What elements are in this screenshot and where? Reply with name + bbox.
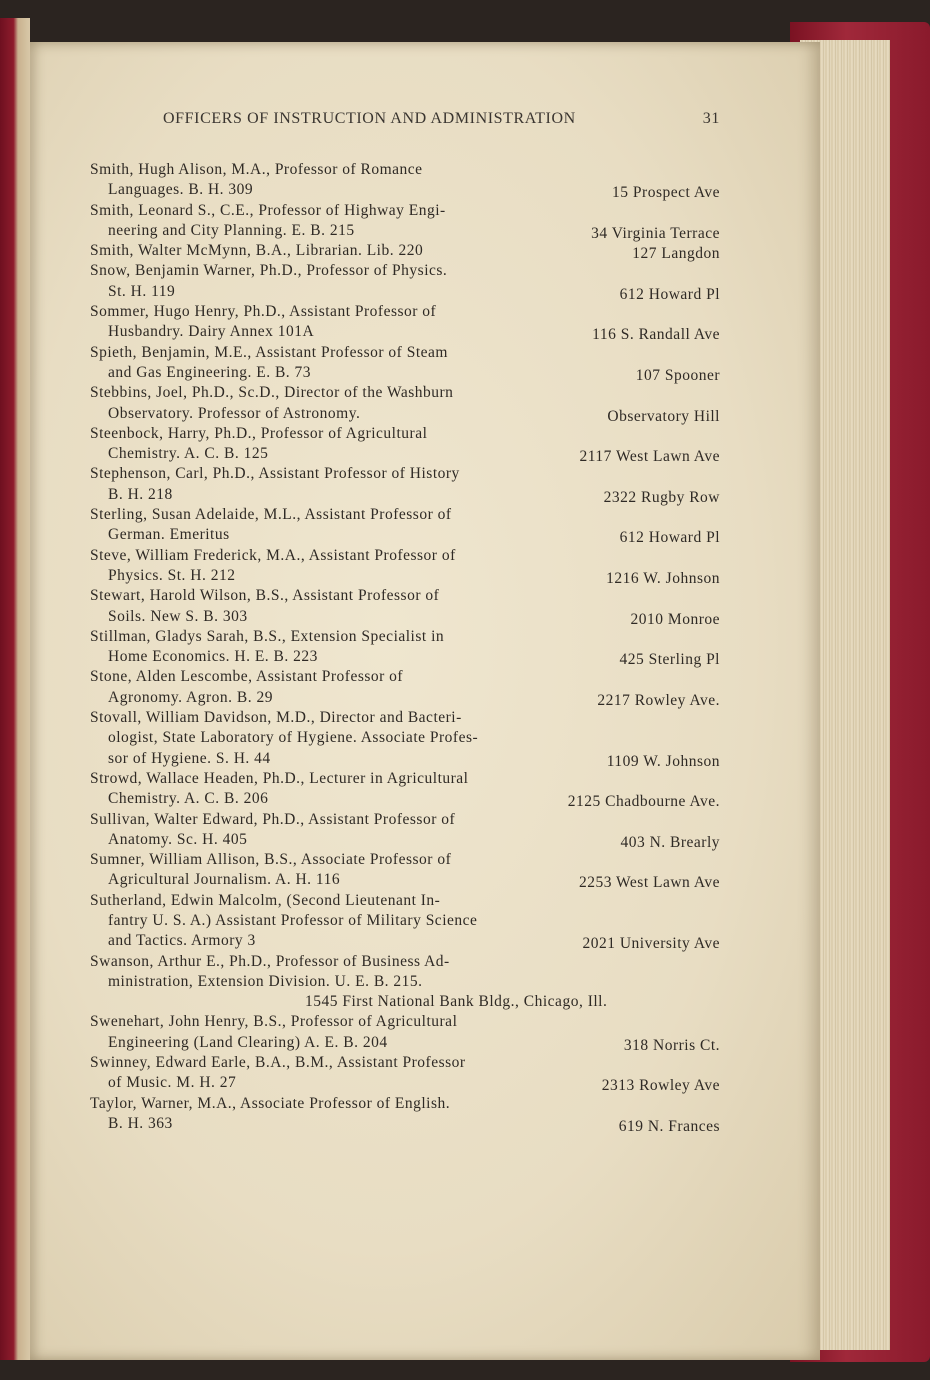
entry-text: Strowd, Wallace Headen, Ph.D., Lecturer in Agricultural [90,769,469,787]
entry-continuation-line [90,931,720,951]
entry-address: 2313 Rowley Ave [601,1077,720,1095]
entry-text: Anatomy. Sc. H. 405 [108,830,248,848]
directory-entry [90,261,720,302]
entry-name-line [90,241,720,261]
entry-name-line [90,201,720,221]
directory-list [90,160,720,1134]
entry-address: 2010 Monroe [630,610,720,628]
entry-text: Physics. St. H. 212 [108,566,236,584]
directory-entry [90,201,720,242]
directory-entry [90,241,720,261]
entry-text: Sullivan, Walter Edward, Ph.D., Assistant Professor of [90,810,456,828]
directory-entry [90,383,720,424]
directory-entry [90,850,720,891]
entry-name-line [90,546,720,566]
entry-continuation-line [90,992,720,1012]
entry-continuation-line [90,911,720,931]
directory-entry [90,464,720,505]
entry-text: Swanson, Arthur E., Ph.D., Professor of Business Ad- [90,952,450,970]
entry-text: and Gas Engineering. E. B. 73 [108,363,312,381]
entry-name-line [90,160,720,180]
directory-entry [90,769,720,810]
entry-address: 2322 Rugby Row [603,488,720,506]
entry-text: German. Emeritus [108,526,230,544]
directory-entry [90,586,720,627]
directory-entry [90,627,720,668]
entry-address: 15 Prospect Ave [612,184,720,202]
entry-text: Stillman, Gladys Sarah, B.S., Extension Specialist in [90,627,445,645]
entry-address: 2125 Chadbourne Ave. [567,793,720,811]
entry-text: Stewart, Harold Wilson, B.S., Assistant Professor of [90,587,440,605]
entry-continuation-line [90,180,720,200]
directory-entry [90,667,720,708]
entry-continuation-line [90,322,720,342]
directory-entry [90,546,720,587]
entry-continuation-line [90,749,720,769]
entry-text: St. H. 119 [108,282,176,300]
entry-name-line [90,769,720,789]
directory-entry [90,891,720,952]
entry-text: Steenbock, Harry, Ph.D., Professor of Agricultural [90,424,428,442]
entry-text: Chemistry. A. C. B. 125 [108,445,269,463]
entry-name-line [90,343,720,363]
entry-text: Smith, Walter McMynn, B.A., Librarian. Lib. 220 [90,242,424,260]
entry-continuation-line [90,688,720,708]
entry-text: B. H. 363 [108,1114,173,1132]
entry-text: Spieth, Benjamin, M.E., Assistant Professor of Steam [90,343,448,361]
entry-text: Swenehart, John Henry, B.S., Professor of Agricultural [90,1013,458,1031]
entry-address: Observatory Hill [607,407,720,425]
entry-address: 1216 W. Johnson [606,569,720,587]
entry-continuation-line [90,525,720,545]
page-number: 31 [702,110,720,127]
directory-entry [90,952,720,1013]
entry-text: Sumner, William Allison, B.S., Associate Professor of [90,851,452,869]
directory-entry [90,1012,720,1053]
entry-address: 34 Virginia Terrace [591,224,720,242]
entry-text: Observatory. Professor of Astronomy. [108,404,361,422]
entry-name-line [90,302,720,322]
entry-continuation-line [90,1033,720,1053]
entry-continuation-line [90,221,720,241]
entry-address: 107 Spooner [635,366,720,384]
directory-entry [90,302,720,343]
entry-continuation-line [90,647,720,667]
entry-text: Sterling, Susan Adelaide, M.L., Assistant Professor of [90,506,452,524]
entry-text: Sommer, Hugo Henry, Ph.D., Assistant Professor of [90,303,437,321]
entry-name-line [90,810,720,830]
entry-continuation-line [90,789,720,809]
entry-continuation-line [90,972,720,992]
entry-text: sor of Hygiene. S. H. 44 [108,749,271,767]
entry-address: 1109 W. Johnson [606,752,720,770]
entry-text: fantry U. S. A.) Assistant Professor of Military Science [108,911,478,929]
entry-continuation-line [90,282,720,302]
entry-continuation-line [90,404,720,424]
entry-name-line [90,424,720,444]
directory-entry [90,343,720,384]
entry-name-line [90,708,720,728]
entry-text: Taylor, Warner, M.A., Associate Professor of English. [90,1094,451,1112]
entry-name-line [90,505,720,525]
entry-text: Smith, Hugh Alison, M.A., Professor of Romance [90,161,423,178]
entry-name-line [90,383,720,403]
entry-continuation-line [90,607,720,627]
entry-text: Home Economics. H. E. B. 223 [108,648,318,666]
entry-text: Snow, Benjamin Warner, Ph.D., Professor of Physics. [90,262,448,280]
entry-address: 403 N. Brearly [620,833,720,851]
entry-text: ologist, State Laboratory of Hygiene. Associate Profes- [108,729,479,747]
entry-text: Languages. B. H. 309 [108,181,254,199]
entry-name-line [90,1053,720,1073]
entry-continuation-line [90,485,720,505]
directory-entry [90,160,720,201]
entry-address: 2217 Rowley Ave. [597,691,720,709]
entry-text: neering and City Planning. E. B. 215 [108,221,355,239]
entry-address: 619 N. Frances [618,1117,720,1135]
entry-text: of Music. M. H. 27 [108,1074,237,1092]
entry-name-line [90,1012,720,1032]
entry-name-line [90,1094,720,1114]
entry-address: 318 Norris Ct. [623,1036,720,1054]
directory-entry [90,1053,720,1094]
entry-text: Sutherland, Edwin Malcolm, (Second Lieutenant In- [90,891,441,909]
directory-entry [90,505,720,546]
entry-name-line [90,891,720,911]
entry-name-line [90,586,720,606]
entry-text: 1545 First National Bank Bldg., Chicago, Ill. [305,993,608,1011]
entry-address: 2021 University Ave [582,935,720,953]
entry-text: Agricultural Journalism. A. H. 116 [108,871,341,889]
entry-name-line [90,464,720,484]
entry-name-line [90,667,720,687]
directory-entry [90,1094,720,1135]
entry-name-line [90,952,720,972]
entry-text: Stebbins, Joel, Ph.D., Sc.D., Director of the Washburn [90,384,454,402]
page-header [130,110,720,132]
entry-continuation-line [90,728,720,748]
running-title: OFFICERS OF INSTRUCTION AND ADMINISTRATION [163,110,576,127]
entry-address: 2253 West Lawn Ave [578,874,720,892]
entry-text: Agronomy. Agron. B. 29 [108,688,273,706]
entry-continuation-line [90,363,720,383]
entry-continuation-line [90,1073,720,1093]
entry-text: Stovall, William Davidson, M.D., Director and Bacteri- [90,709,462,727]
entry-address: 127 Langdon [632,245,720,263]
entry-text: Steve, William Frederick, M.A., Assistant Professor of [90,546,456,564]
entry-continuation-line [90,566,720,586]
entry-text: Smith, Leonard S., C.E., Professor of Highway Engi- [90,201,446,219]
entry-name-line [90,261,720,281]
entry-text: Engineering (Land Clearing) A. E. B. 204 [108,1033,388,1051]
entry-continuation-line [90,444,720,464]
entry-text: Swinney, Edward Earle, B.A., B.M., Assistant Professor [90,1054,466,1072]
book-left-page-edge [0,18,30,1360]
entry-continuation-line [90,830,720,850]
entry-name-line [90,627,720,647]
directory-entry [90,810,720,851]
entry-continuation-line [90,870,720,890]
entry-continuation-line [90,1114,720,1134]
entry-text: Chemistry. A. C. B. 206 [108,790,269,808]
entry-address: 116 S. Randall Ave [592,326,720,344]
entry-text: Husbandry. Dairy Annex 101A [108,323,315,341]
entry-text: and Tactics. Armory 3 [108,932,256,950]
entry-text: Stephenson, Carl, Ph.D., Assistant Professor of History [90,465,460,483]
entry-name-line [90,850,720,870]
entry-text: ministration, Extension Division. U. E. B. 215. [108,972,423,990]
entry-text: Stone, Alden Lescombe, Assistant Professor of [90,668,404,686]
entry-text: B. H. 218 [108,485,173,503]
entry-text: Soils. New S. B. 303 [108,607,248,625]
directory-entry [90,424,720,465]
directory-entry [90,708,720,769]
entry-address: 612 Howard Pl [619,285,720,303]
entry-address: 425 Sterling Pl [619,651,720,669]
entry-address: 2117 West Lawn Ave [579,448,720,466]
entry-address: 612 Howard Pl [619,529,720,547]
